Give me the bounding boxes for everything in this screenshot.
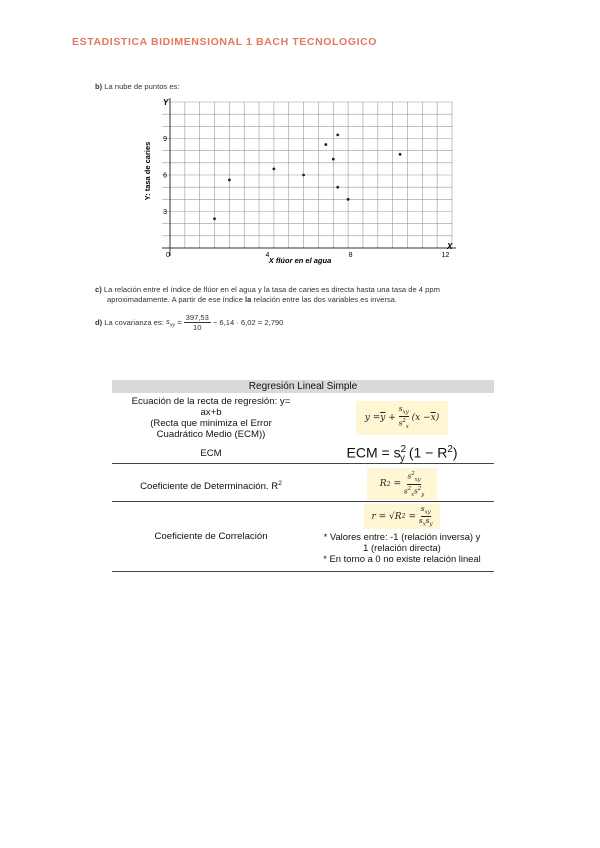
regression-line-formula: y = $\overline{y}$ + $s_{xy}$ $s^2_x$ (x − $\overline{x}$ ) (356, 401, 448, 435)
y-tick-label: 6 (163, 172, 167, 180)
section-d-letter: d) (95, 318, 103, 327)
row4-bottom-rule (112, 571, 494, 572)
scatter-plot (130, 96, 460, 266)
row1-line2: ax+b (200, 407, 222, 418)
plot-ticks (163, 136, 449, 259)
row3-bottom-rule (112, 501, 494, 502)
data-point (347, 198, 350, 201)
row2-label: ECM (200, 448, 222, 459)
row1-line3: (Recta que minimiza el Error (150, 418, 272, 429)
row3-label-text: Coeficiente de Determinación. R (140, 481, 279, 493)
x-tick-label: 0 (166, 252, 170, 259)
section-c-line2 (95, 295, 535, 305)
section-b-text: La nube de puntos es: (104, 82, 180, 91)
row3-label-sup: 2 (278, 480, 282, 487)
x-tick-label: 8 (348, 252, 353, 259)
y-tick-label: 9 (163, 136, 167, 143)
section-d (95, 313, 283, 332)
data-point (336, 133, 339, 136)
section-c-line2-bold: la (245, 295, 252, 304)
cov-sub: xy (169, 322, 176, 329)
correlation-note-1: * Valores entre: -1 (relación inversa) y (323, 531, 481, 542)
plot-grid (162, 102, 452, 248)
row3-formula-cell (310, 465, 494, 503)
x-axis-label: X flúor en el agua (268, 256, 332, 265)
section-b-letter: b) (95, 82, 103, 91)
regression-table (112, 380, 494, 573)
table-title: Regresión Lineal Simple (112, 380, 494, 393)
data-point (302, 174, 305, 177)
row3-label (112, 465, 310, 503)
correlation-formula: r = √R 2 = $s_{xy}$ $s_xs_y$ (364, 504, 440, 529)
cov-rest: − 6,14 · 6,02 = 2,790 (212, 318, 284, 327)
y-axis-label: Y: tasa de caries (143, 141, 152, 201)
section-d-lead: La covarianza es: (104, 318, 164, 327)
data-point (324, 143, 327, 146)
plot-axes (162, 98, 456, 256)
cov-equals: = (177, 318, 182, 327)
row4-formula-cell (310, 503, 494, 573)
row1-formula-cell (310, 393, 494, 443)
determination-formula: R 2 = $s^2_{xy}$ $s^2_xs^2_y$ (367, 468, 437, 500)
x-axis-letter: X (447, 242, 453, 251)
cov-s: s (165, 316, 170, 326)
row2-bottom-rule (112, 463, 494, 464)
section-c-line2-a: aproximadamente. A partir de ese índice (107, 295, 246, 304)
x-tick-label: 4 (265, 252, 270, 259)
cov-numerator: 397,53 (185, 313, 209, 322)
y-axis-letter: Y (163, 98, 169, 107)
table-row-correlation (112, 503, 494, 573)
table-row-determination (112, 465, 494, 503)
data-point (213, 217, 216, 220)
data-point (272, 168, 275, 171)
correlation-note-3: * En torno a 0 no existe relación lineal (323, 553, 481, 564)
cov-fraction (184, 313, 211, 332)
section-c-line1: La relación entre el índice de flúor en el agua y la tasa de caries es directa hasta una tasa de 4 ppm (103, 285, 440, 294)
plot-points (213, 133, 401, 220)
cov-denominator: 10 (193, 323, 202, 332)
correlation-note-2: 1 (relación directa) (363, 542, 441, 553)
data-point (399, 153, 402, 156)
section-b (95, 82, 179, 91)
section-c-line2-b: relación entre las dos variables es inversa. (251, 295, 398, 304)
data-point (332, 158, 335, 161)
x-tick-label: 12 (441, 252, 450, 259)
row1-label (112, 393, 310, 443)
row4-label: Coeficiente de Correlación (154, 531, 268, 542)
data-point (228, 178, 231, 181)
data-point (336, 186, 339, 189)
page-header-title: ESTADISTICA BIDIMENSIONAL 1 BACH TECNOLOGICO (72, 36, 378, 48)
covariance-symbol (166, 317, 175, 329)
table-row-ecm (112, 443, 494, 465)
row1-line1: Ecuación de la recta de regresión: y= (131, 396, 291, 407)
y-tick-label: 3 (163, 209, 167, 216)
row1-line4: Cuadrático Medio (ECM)) (156, 429, 266, 440)
section-c-letter: c) (95, 285, 102, 294)
table-row-regression-equation (112, 393, 494, 443)
row2-formula-cell (310, 443, 494, 465)
ecm-formula: ECM = $s^2_y$ $(1 - R^2)$ (346, 443, 458, 465)
section-c (95, 285, 535, 305)
